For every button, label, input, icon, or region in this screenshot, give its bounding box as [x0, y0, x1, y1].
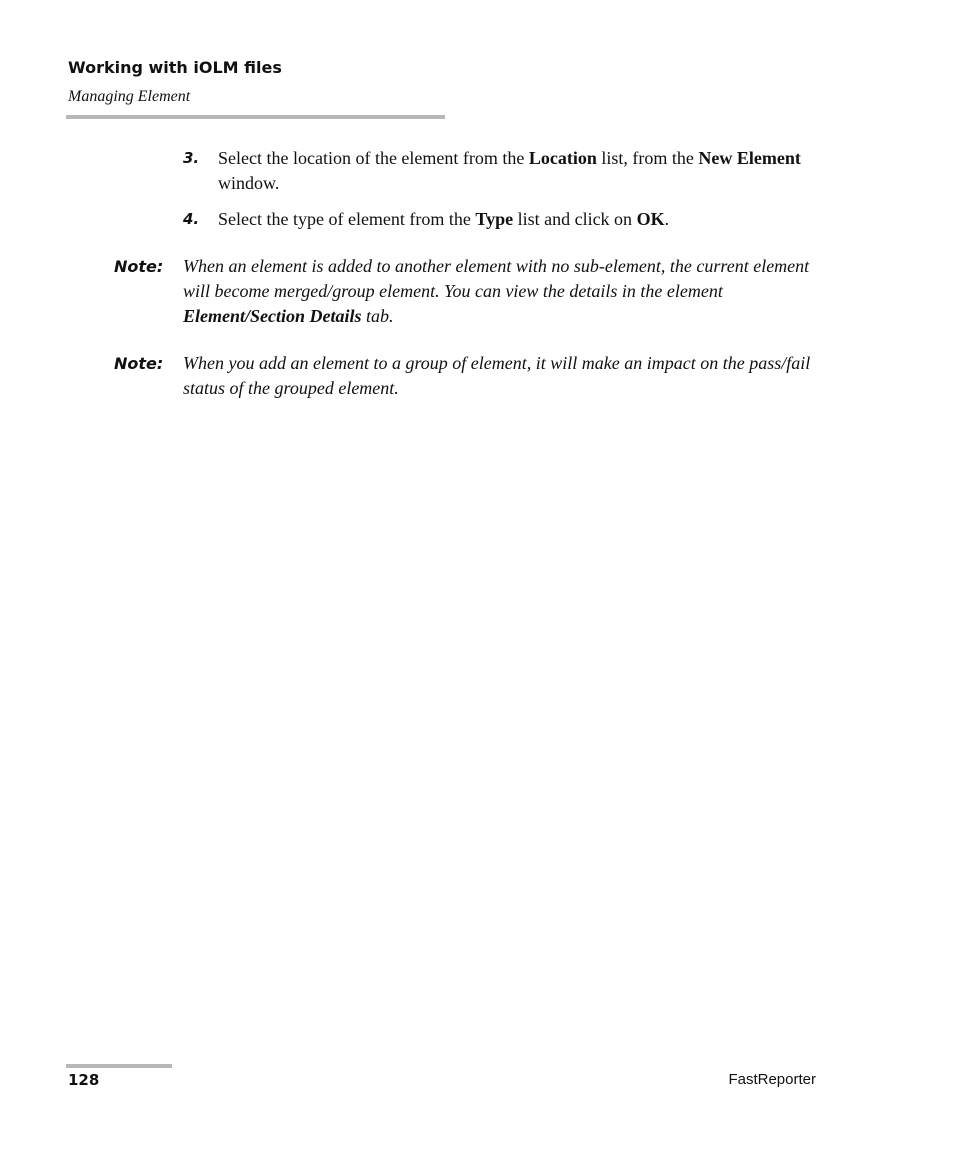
- note-label: Note:: [114, 354, 164, 373]
- section-details-term: Element/Section Details: [183, 306, 362, 326]
- step-3: [183, 146, 823, 196]
- footer-divider: [66, 1064, 172, 1068]
- note-text: When you add an element to a group of element, it will make an impact on the pass/fail status of the grouped element.: [183, 353, 811, 398]
- step-number: 4.: [183, 210, 200, 228]
- product-name: FastReporter: [728, 1071, 816, 1088]
- step-text: Select the location of the element from the Location list, from the New Element window.: [218, 148, 801, 193]
- header-divider: [66, 115, 445, 119]
- section-subtitle: Managing Element: [68, 88, 191, 105]
- step-number: 3.: [183, 149, 200, 167]
- note-1: [114, 254, 826, 329]
- page-number: 128: [68, 1071, 100, 1089]
- note-2: [114, 351, 826, 401]
- step-text: Select the type of element from the Type list and click on OK.: [218, 209, 670, 229]
- note-text: When an element is added to another element with no sub-element, the current element will become merged/group element. You can view the details in the element Element/Section Details tab.: [183, 256, 810, 326]
- type-term: Type: [475, 209, 514, 229]
- ok-term: OK: [636, 209, 665, 229]
- step-4: [183, 207, 823, 232]
- location-term: Location: [528, 148, 597, 168]
- note-label: Note:: [114, 257, 164, 276]
- new-element-term: New Element: [698, 148, 801, 168]
- chapter-title: Working with iOLM files: [68, 58, 282, 77]
